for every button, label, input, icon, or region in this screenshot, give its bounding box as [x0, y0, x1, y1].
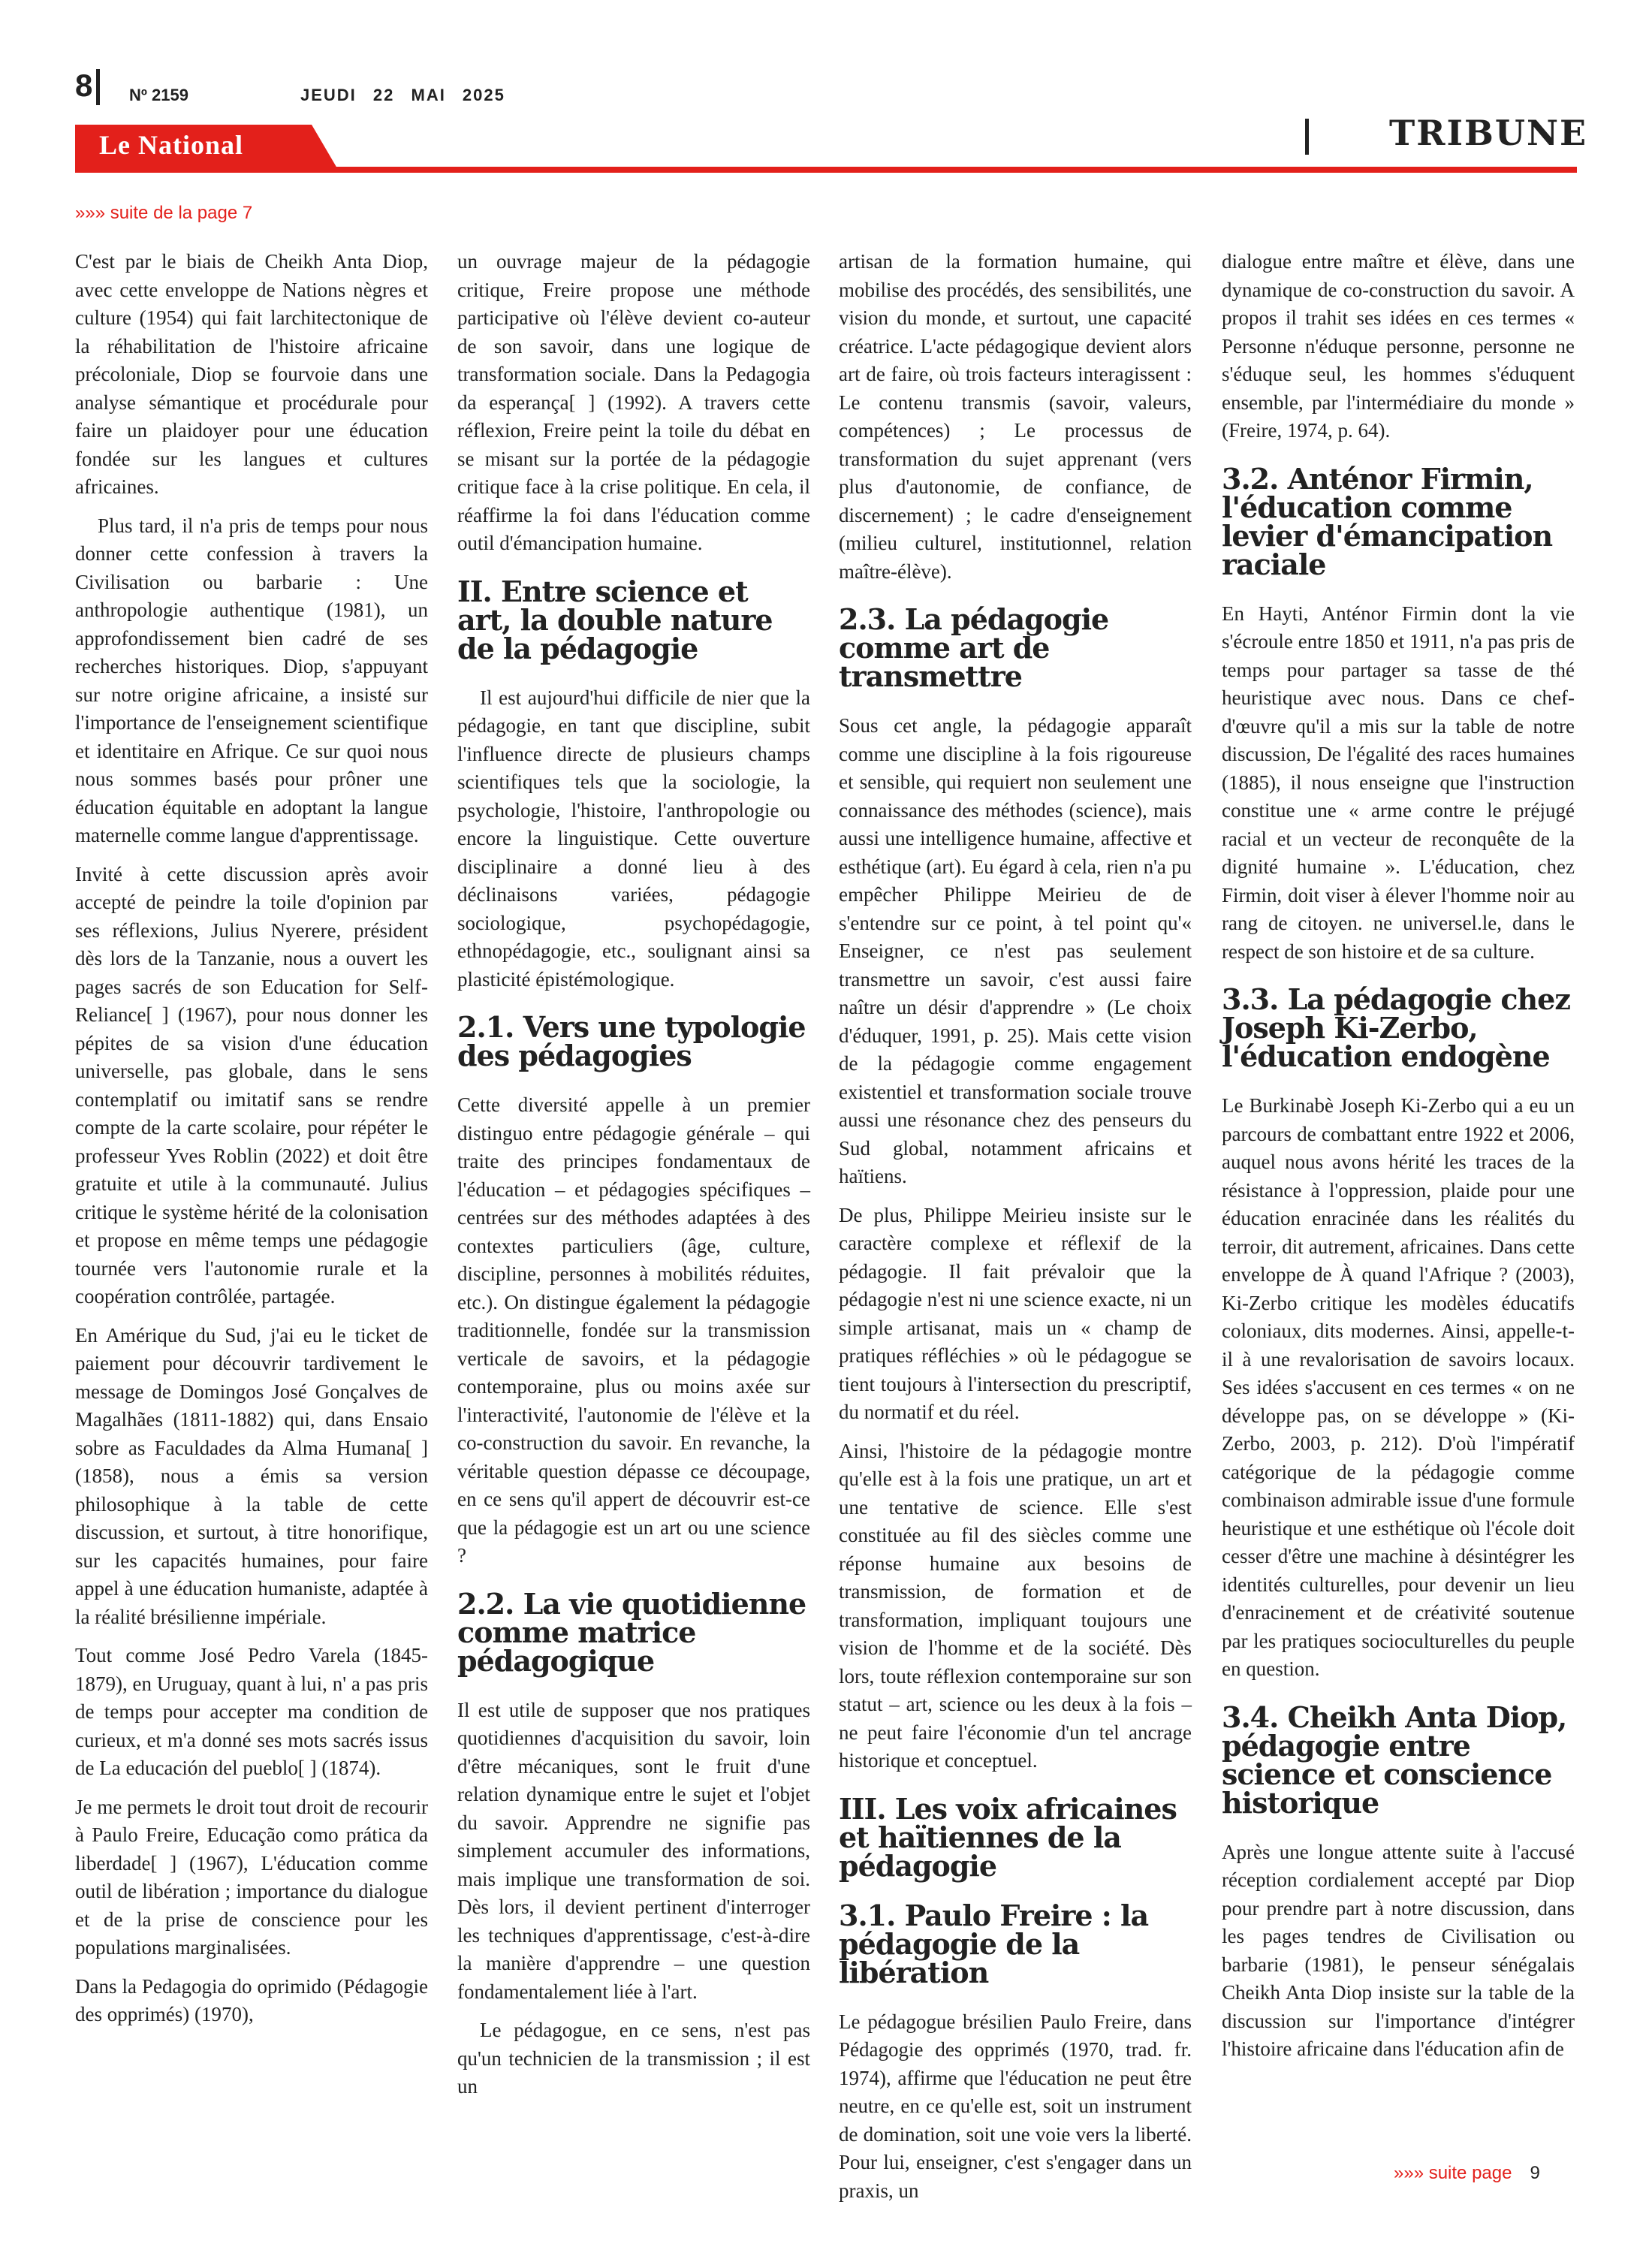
- paragraph: Le pédagogue brésilien Paulo Freire, dans Pédagogie des opprimés (1970, trad. fr. 1974), affirme que l'éducation ne peut être neutre, en ce qu'elle est, soit un instrument de domination, soit une voie vers la liberté. Pour lui, enseigner, c'est s'engager dans un praxis, un: [839, 2010, 1192, 2202]
- section-heading: 3.4. Cheikh Anta Diop, pédagogie entre science et conscience historique: [1222, 1700, 1567, 1820]
- issue-number: Nº 2159: [129, 86, 188, 104]
- paragraph: C'est par le biais de Cheikh Anta Diop, avec cette enveloppe de Nations nègres et culture (1954) qui fait larchitectonique de la réhabilitation de l'histoire africaine précoloniale, Diop se fourvoie dans une analyse sémantique et procédurale pour faire un plaidoyer pour une éducation fondée sur les langues et cultures africaines.: [75, 250, 428, 498]
- paragraph: Dans la Pedagogia do oprimido (Pédagogie des opprimés) (1970),: [75, 1974, 428, 2025]
- paragraph: Tout comme José Pedro Varela (1845-1879), en Uruguay, quant à lui, n' a pas pris de temps pour accepter ma condition de curieux, et m'a donné ses mots sacrés issus de La educación del pueblo[ ] (1874).: [75, 1644, 428, 1779]
- section-heading: 3.2. Anténor Firmin, l'éducation comme levier d'émancipation raciale: [1222, 461, 1553, 581]
- paragraph: Il est aujourd'hui difficile de nier que la pédagogie, en tant que discipline, subit l'influence directe de plusieurs champs scientifiques tels que la sociologie, la psychologie, l'histoire, l'anthropologie ou encore la linguistique. Cette ouverture disciplinaire a donné lieu à des déclinaisons variées, pédagogie sociologique, psychopédagogie, ethnopédagogie, etc., soulignant ainsi sa plasticité épistémologique.: [457, 686, 810, 991]
- continued-to-label: »»» suite page: [1394, 2163, 1512, 2183]
- newspaper-logo: Le National: [99, 130, 244, 160]
- section-heading: 2.3. La pédagogie comme art de transmettre: [839, 602, 1109, 693]
- paragraph: Après une longue attente suite à l'accusé réception cordialement accepté par Diop pour prendre part à notre discussion, dans les pages tendres de Civilisation ou barbarie (1981), le penseur sénégalais Cheikh Anta Diop insiste sur la table de la discussion sur l'importance d'intégrer l'histoire africaine dans l'éducation afin de: [1222, 1840, 1575, 2060]
- section-heading: 2.1. Vers une typologie des pédagogies: [457, 1010, 806, 1072]
- section-heading: II. Entre science et art, la double nature de la pédagogie: [457, 574, 773, 665]
- paragraph: artisan de la formation humaine, qui mobilise des procédés, des sensibilités, une vision du monde, et surtout, une capacité créatrice. L'acte pédagogique devient alors art de faire, où trois facteurs interagissent : Le contenu transmis (savoir, valeurs, compétences) ; Le processus de transformation du sujet apprenant (vers plus d'autonomie, de confiance, de discernement) ; le cadre d'enseignement (milieu culturel, institutionnel, relation maître-élève).: [839, 250, 1192, 583]
- paragraph: De plus, Philippe Meirieu insiste sur le caractère complexe et réflexif de la pédagogie. Il fait prévaloir que la pédagogie n'est ni une science exacte, ni un simple artisanat, mais un « champ de pratiques réfléchies » où le pédagogue se tient toujours à l'intersection du prescriptif, du normatif et du réel.: [839, 1203, 1192, 1423]
- paragraph: En Amérique du Sud, j'ai eu le ticket de paiement pour découvrir tardivement le message de Domingos José Gonçalves de Magalhães (1811-1882) qui, dans Ensaio sobre as Faculdades da Alma Humana[ ] (1858), nous a émis sa version philosophique à la table de cette discussion, et surtout, à titre honorifique, sur les capacités humaines, pour faire appel à une éducation humaniste, adaptée à la réalité brésilienne impériale.: [75, 1323, 428, 1628]
- section-title: TRIBUNE: [1389, 113, 1588, 153]
- brand-box-slant: [307, 125, 337, 168]
- article-column-4: [1222, 248, 1575, 2148]
- paragraph: Plus tard, il n'a pris de temps pour nous donner cette confession à travers la Civilisation ou barbarie : Une anthropologie authentique (1981), un approfondissement bien cadré de ses recherches historiques. Diop, s'appuyant sur notre origine africaine, a insisté sur l'importance de l'enseignement scientifique et identitaire en Afrique. Ce sur quoi nous nous sommes basés pour prôner une éducation équitable en adoptant la langue maternelle comme langue d'apprentissage.: [75, 514, 428, 846]
- paragraph: Sous cet angle, la pédagogie apparaît comme une discipline à la fois rigoureuse et sensible, qui requiert non seulement une connaissance des méthodes (science), mais aussi une intelligence humaine, affective et esthétique (art). Eu égard à cela, rien n'a pu empêcher Philippe Meirieu de de s'entendre sur ce point, à tel point qu'« Enseigner, ce n'est pas seulement transmettre un savoir, c'est aussi faire naître un désir d'apprendre » (Le choix d'éduquer, 1991, p. 25). Mais cette vision de la pédagogie comme engagement existentiel et transformation sociale trouve aussi une résonance chez des penseurs du Sud global, notamment africains et haïtiens.: [839, 714, 1192, 1187]
- paragraph: Le Burkinabè Joseph Ki-Zerbo qui a eu un parcours de combattant entre 1922 et 2006, auquel nous avons hérité les traces de la résistance à l'oppression, plaide pour une éducation enracinée dans les réalités du terroir, dit autrement, africaines. Dans cette enveloppe de À quand l'Afrique ? (2003), Ki-Zerbo critique les modèles éducatifs coloniaux, dits modernes. Ainsi, appelle-t-il à une revalorisation de savoirs locaux. Ses idées s'accusent en ces termes « on ne développe pas, on se développe » (Ki-Zerbo, 2003, p. 212). D'où l'impératif catégorique de la pédagogie comme combinaison admirable issue d'une formule heuristique et une esthétique où l'école doit cesser d'être une machine à désintégrer les identités culturelles, pour devenir un lieu d'enracinement et de créativité soutenue par les pratiques socioculturelles du peuple en question.: [1222, 1094, 1575, 1680]
- section-heading: III. Les voix africaines et haïtiennes de la pédagogie: [839, 1791, 1177, 1883]
- brand-band: [75, 125, 1577, 170]
- paragraph: Cette diversité appelle à un premier distinguo entre pédagogie générale – qui traite des principes fondamentaux de l'éducation – et pédagogies spécifiques – centrées sur des méthodes adaptées à des contextes particuliers (âge, culture, discipline, personnes à mobilités réduites, etc.). On distingue également la pédagogie traditionnelle, fondée sur la transmission verticale de savoirs, et la pédagogie contemporaine, plus ou moins axée sur l'interactivité, l'autonomie de l'élève et la co-construction du savoir. En revanche, la véritable question dépasse ce découpage, en ce sens qu'il appert de découvrir est-ce que la pédagogie est un art ou une science ?: [457, 1093, 810, 1567]
- section-heading: 3.1. Paulo Freire : la pédagogie de la libération: [839, 1898, 1149, 1989]
- paragraph: Invité à cette discussion après avoir accepté de peindre la toile d'opinion par ses réflexions, Julius Nyerere, président dès lors de la Tanzanie, nous a ouvert les pages sacrés de son Education for Self-Reliance[ ] (1967), pour nous donner les pépites de sa vision d'une éducation universelle, pas globale, dans le sens contemplatif ou imitatif sans se rendre compte de la carte scolaire, pour répéter le professeur Yves Roblin (2022) et doit être gratuite et utile à la communauté. Julius critique le système hérité de la colonisation et propose en même temps une pédagogie tournée vers l'autonomie rurale et la coopération contrôlée, partagée.: [75, 862, 428, 1307]
- continued-to-link[interactable]: [1394, 2163, 1540, 2184]
- paragraph: Le pédagogue, en ce sens, n'est pas qu'un technicien de la transmission ; il est un: [457, 2019, 810, 2098]
- header-divider: [96, 69, 100, 105]
- section-divider: [1305, 119, 1309, 155]
- paragraph: En Hayti, Anténor Firmin dont la vie s'écroule entre 1850 et 1911, n'a pas pris de temps pour partager sa tasse de thé heuristique avec nous. Dans ce chef-d'œuvre qu'il a mis sur la table de notre discussion, De l'égalité des races humaines (1885), il nous enseigne que l'instruction constitue une « arme contre le préjugé racial et un vecteur de reconquête de la dignité humaine ». L'éducation, chez Firmin, doit viser à élever l'homme noir au rang de citoyen. ne universel.le, dans le respect de son histoire et de sa culture.: [1222, 602, 1575, 963]
- article-column-1: [75, 248, 428, 2148]
- article-column-3: [839, 248, 1192, 2202]
- continued-to-page: 9: [1530, 2163, 1540, 2183]
- continued-from-link[interactable]: »»» suite de la page 7: [75, 203, 253, 223]
- header-red-rule: [75, 167, 1577, 173]
- page-number: 8: [75, 68, 93, 103]
- page-header: [75, 68, 1577, 104]
- paragraph: Je me permets le droit tout droit de recourir à Paulo Freire, Educação como prática da liberdade[ ] (1967), L'éducation comme outil de libération ; importance du dialogue et de la prise de conscience pour les populations marginalisées.: [75, 1795, 428, 1959]
- issue-date: JEUDI 22 MAI 2025: [300, 86, 505, 104]
- section-heading: 3.3. La pédagogie chez Joseph Ki-Zerbo, l'éducation endogène: [1222, 982, 1570, 1073]
- section-heading: 2.2. La vie quotidienne comme matrice pédagogique: [457, 1586, 806, 1678]
- article-column-2: [457, 248, 810, 2148]
- paragraph: dialogue entre maître et élève, dans une dynamique de co-construction du savoir. A propos il trahit ses idées en ces termes « Personne n'éduque personne, personne ne s'éduque seul, les hommes s'éduquent ensemble, par l'intermédiaire du monde » (Freire, 1974, p. 64).: [1222, 250, 1575, 442]
- paragraph: un ouvrage majeur de la pédagogie critique, Freire propose une méthode participative où l'élève devient co-auteur de son savoir, dans une logique de transformation sociale. Dans la Pedagogia da esperança[ ] (1992). A travers cette réflexion, Freire peint la toile du débat en se misant sur la portée de la pédagogie critique face à la crise politique. En cela, il réaffirme la foi dans l'éducation comme outil d'émancipation humaine.: [457, 250, 810, 554]
- paragraph: Il est utile de supposer que nos pratiques quotidiennes d'acquisition du savoir, loin d'être mécaniques, sont le fruit d'une relation dynamique entre le sujet et l'objet du savoir. Apprendre ne signifie pas simplement accumuler des informations, mais implique une transformation de soi. Dès lors, il devient pertinent d'interroger les techniques d'apprentissage, c'est-à-dire la manière d'apprendre – une question fondamentalement liée à l'art.: [457, 1698, 810, 2003]
- paragraph: Ainsi, l'histoire de la pédagogie montre qu'elle est à la fois une pratique, un art et une tentative de science. Elle s'est constituée au fil des siècles comme une réponse humaine aux besoins de transmission, de formation et de transformation, impliquant toujours une vision de l'homme et de la société. Dès lors, toute réflexion contemporaine sur son statut – art, science ou les deux à la fois – ne peut faire l'économie d'un tel ancrage historique et conceptuel.: [839, 1439, 1192, 1772]
